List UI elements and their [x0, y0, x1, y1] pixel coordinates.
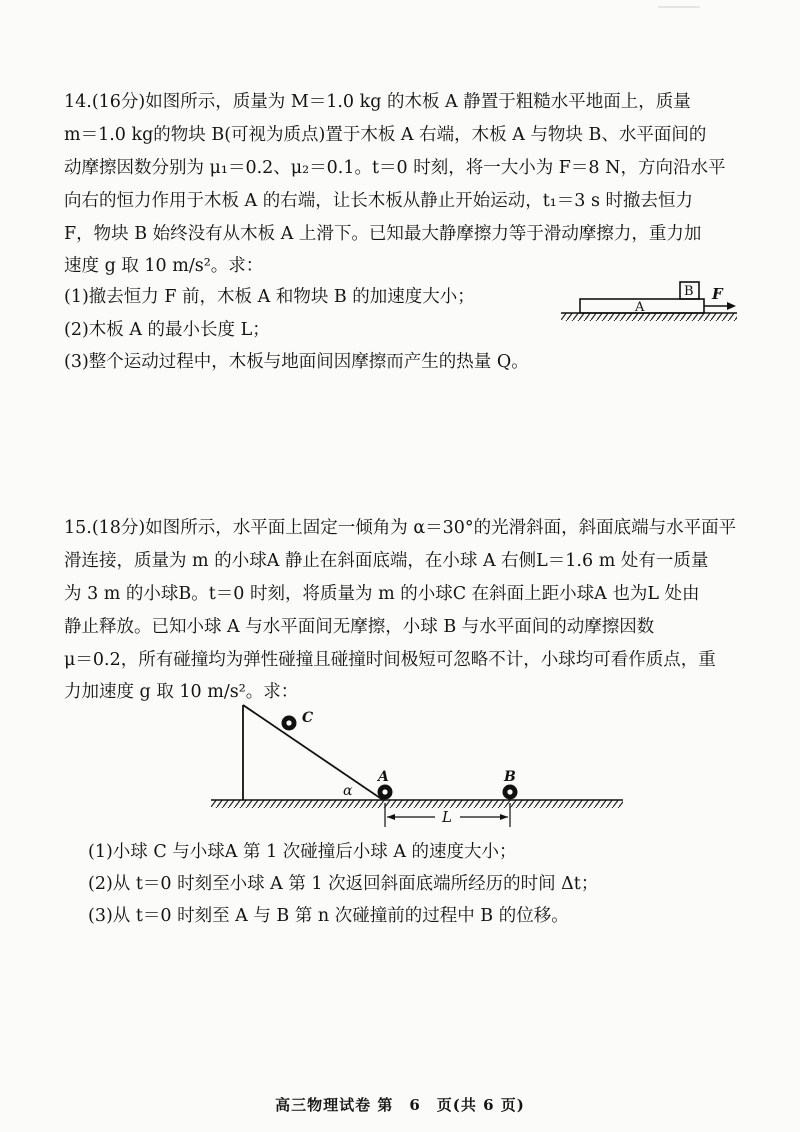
distance-l-label: L: [442, 808, 452, 826]
q14-line-5: F，物块 B 始终没有从木板 A 上滑下。已知最大静摩擦力等于滑动摩擦力，重力加: [64, 224, 702, 244]
q15-line-2: 滑连接，质量为 m 的小球A 静止在斜面底端，在小球 A 右侧L＝1.6 m 处有一质量: [64, 551, 709, 571]
q14-subquestion-2: (2)木板 A 的最小长度 L；: [64, 320, 270, 340]
q14-figure-board-block: [555, 272, 745, 332]
q14-line-3: 动摩擦因数分别为 μ₁＝0.2、μ₂＝0.1。t＝0 时刻，将一大小为 F＝8 N，方向沿水平: [64, 158, 726, 178]
q15-line-1: 15.(18分)如图所示，水平面上固定一倾角为 α＝30°的光滑斜面，斜面底端与水平面平: [64, 518, 737, 538]
ground-hatch: [211, 800, 623, 808]
q14-subquestion-3: (3)整个运动过程中，木板与地面间因摩擦而产生的热量 Q。: [64, 352, 529, 372]
force-arrow-head: [727, 302, 736, 310]
q15-line-6: 力加速度 g 取 10 m/s²。求：: [64, 682, 299, 702]
q15-line-4: 静止释放。已知小球 A 与水平面间无摩擦，小球 B 与水平面间的动摩擦因数: [64, 617, 655, 637]
scan-mark: [658, 6, 700, 8]
ball-a-label: A: [378, 769, 389, 785]
q15-line-5: μ＝0.2，所有碰撞均为弹性碰撞且碰撞时间极短可忽略不计，小球均可看作质点，重: [64, 650, 716, 670]
page-footer: 高三物理试卷 第 6 页(共 6 页): [275, 1096, 525, 1114]
q15-subquestion-3: (3)从 t＝0 时刻至 A 与 B 第 n 次碰撞前的过程中 B 的位移。: [88, 906, 569, 926]
q14-line-2: m＝1.0 kg的物块 B(可视为质点)置于木板 A 右端，木板 A 与物块 B、水平面间的: [64, 125, 707, 145]
q15-figure-incline: [205, 695, 635, 835]
q15-subquestion-1: (1)小球 C 与小球A 第 1 次碰撞后小球 A 的速度大小；: [88, 842, 517, 862]
force-label: F: [712, 285, 723, 303]
board-a-label: A: [635, 300, 645, 315]
q15-subquestion-2: (2)从 t＝0 时刻至小球 A 第 1 次返回斜面底端所经历的时间 Δt；: [88, 874, 599, 894]
q14-subquestion-1: (1)撤去恒力 F 前，木板 A 和物块 B 的加速度大小；: [64, 287, 475, 307]
q14-line-6: 速度 g 取 10 m/s²。求：: [64, 256, 264, 276]
q15-line-3: 为 3 m 的小球B。t＝0 时刻，将质量为 m 的小球C 在斜面上距小球A 也为L 处由: [64, 584, 700, 604]
ground-hatch: [561, 313, 737, 321]
block-b-label: B: [684, 284, 694, 299]
q14-line-4: 向右的恒力作用于木板 A 的右端，让长木板从静止开始运动，t₁＝3 s 时撤去恒力: [64, 191, 694, 211]
angle-alpha-label: α: [343, 783, 353, 799]
ball-b-label: B: [504, 769, 516, 785]
q14-line-1: 14.(16分)如图所示，质量为 M＝1.0 kg 的木板 A 静置于粗糙水平地面上，质量: [64, 92, 691, 112]
ball-c-label: C: [302, 710, 314, 726]
